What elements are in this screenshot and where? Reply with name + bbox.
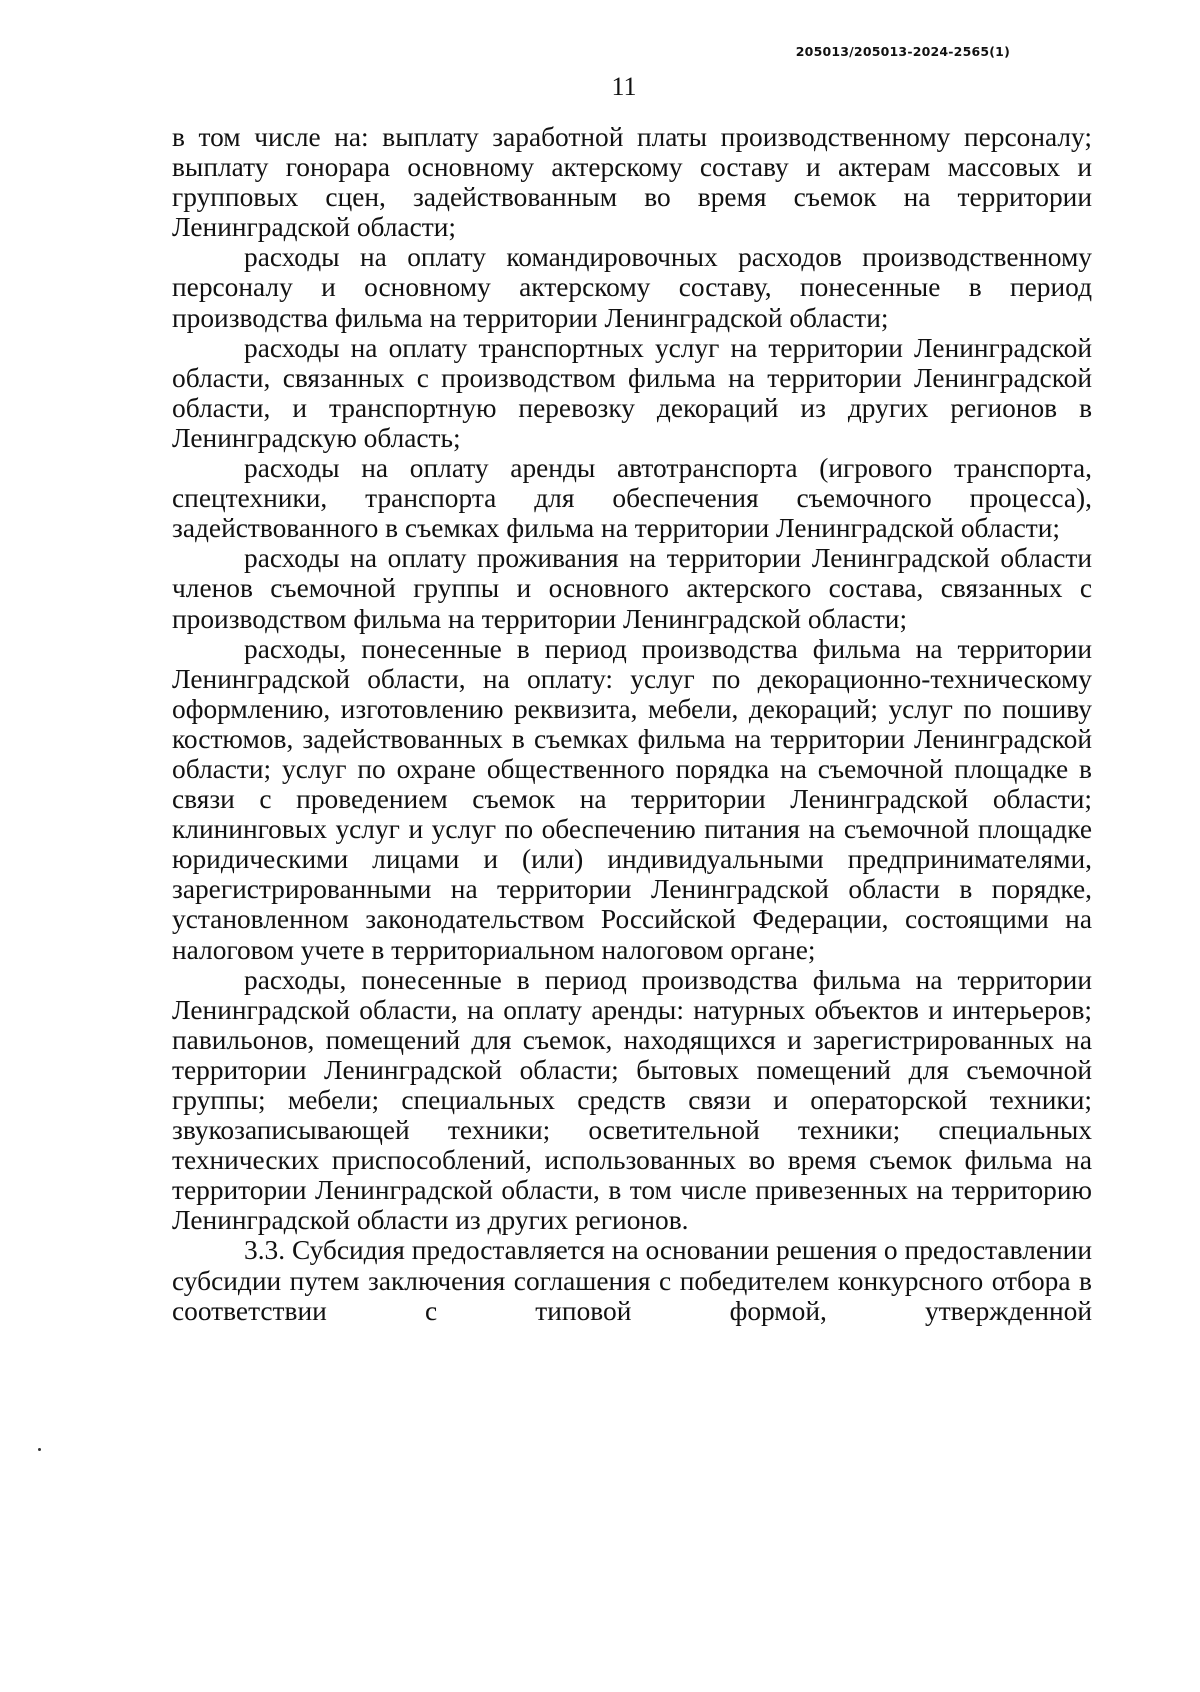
paragraph-production-services: расходы, понесенные в период производства фильма на территории Ленинградской области, на оплату: услуг по декорационно-техническому оформлению, изготовлению реквизита, мебели, декораций; услуг по пошиву костюмов, задействованных в съемках фильма на территории Ленинградской области; услуг по охране общественного порядка на съемочной площадке в связи с проведением съемок на территории Ленинградской области; клининговых услуг и услуг по обеспечению питания на съемочной площадке юридическими лицами и (или) индивидуальными предпринимателями, зарегистрированными на территории Ленинградской области в порядке, установленном законодательством Российской Федерации, состоящими на налоговом учете в территориальном налоговом органе;	[172, 633, 1092, 965]
paragraph-subsidy-clause-3-3: 3.3. Субсидия предоставляется на основании решения о предоставлении субсидии путем заключения соглашения с победителем конкурсного отбора в соответствии с типовой формой, утвержденной	[172, 1235, 1092, 1326]
document-registration-number: 205013/205013-2024-2565(1)	[795, 44, 1010, 59]
paragraph-continuation: в том числе на: выплату заработной платы производственному персоналу; выплату гонорара основному актерскому составу и актерам массовых и групповых сцен, задействованным во время съемок на территории Ленинградской области;	[172, 122, 1092, 243]
paragraph-transport-services: расходы на оплату транспортных услуг на территории Ленинградской области, связанных с производством фильма на территории Ленинградской области, и транспортную перевозку декораций из других регионов в Ленинградскую область;	[172, 332, 1092, 453]
paragraph-rental-expenses: расходы, понесенные в период производства фильма на территории Ленинградской области, на оплату аренды: натурных объектов и интерьеров; павильонов, помещений для съемок, находящихся и зарегистрированных на территории Ленинградской области; бытовых помещений для съемочной группы; мебели; специальных средств связи и операторской техники; звукозаписывающей техники; осветительной техники; специальных технических приспособлений, использованных во время съемок фильма на территории Ленинградской области, в том числе привезенных на территорию Ленинградской области из других регионов.	[172, 964, 1092, 1236]
document-body	[172, 122, 1092, 1326]
paragraph-vehicle-rental: расходы на оплату аренды автотранспорта (игрового транспорта, спецтехники, транспорта для обеспечения съемочного процесса), задействованного в съемках фильма на территории Ленинградской области;	[172, 453, 1092, 544]
paragraph-accommodation: расходы на оплату проживания на территории Ленинградской области членов съемочной группы и основного актерского состава, связанных с производством фильма на территории Ленинградской области;	[172, 543, 1092, 634]
scan-speck	[38, 1448, 41, 1451]
page-number: 11	[611, 72, 637, 101]
paragraph-business-trip-expenses: расходы на оплату командировочных расходов производственному персоналу и основному актерскому составу, понесенные в период производства фильма на территории Ленинградской области;	[172, 242, 1092, 333]
